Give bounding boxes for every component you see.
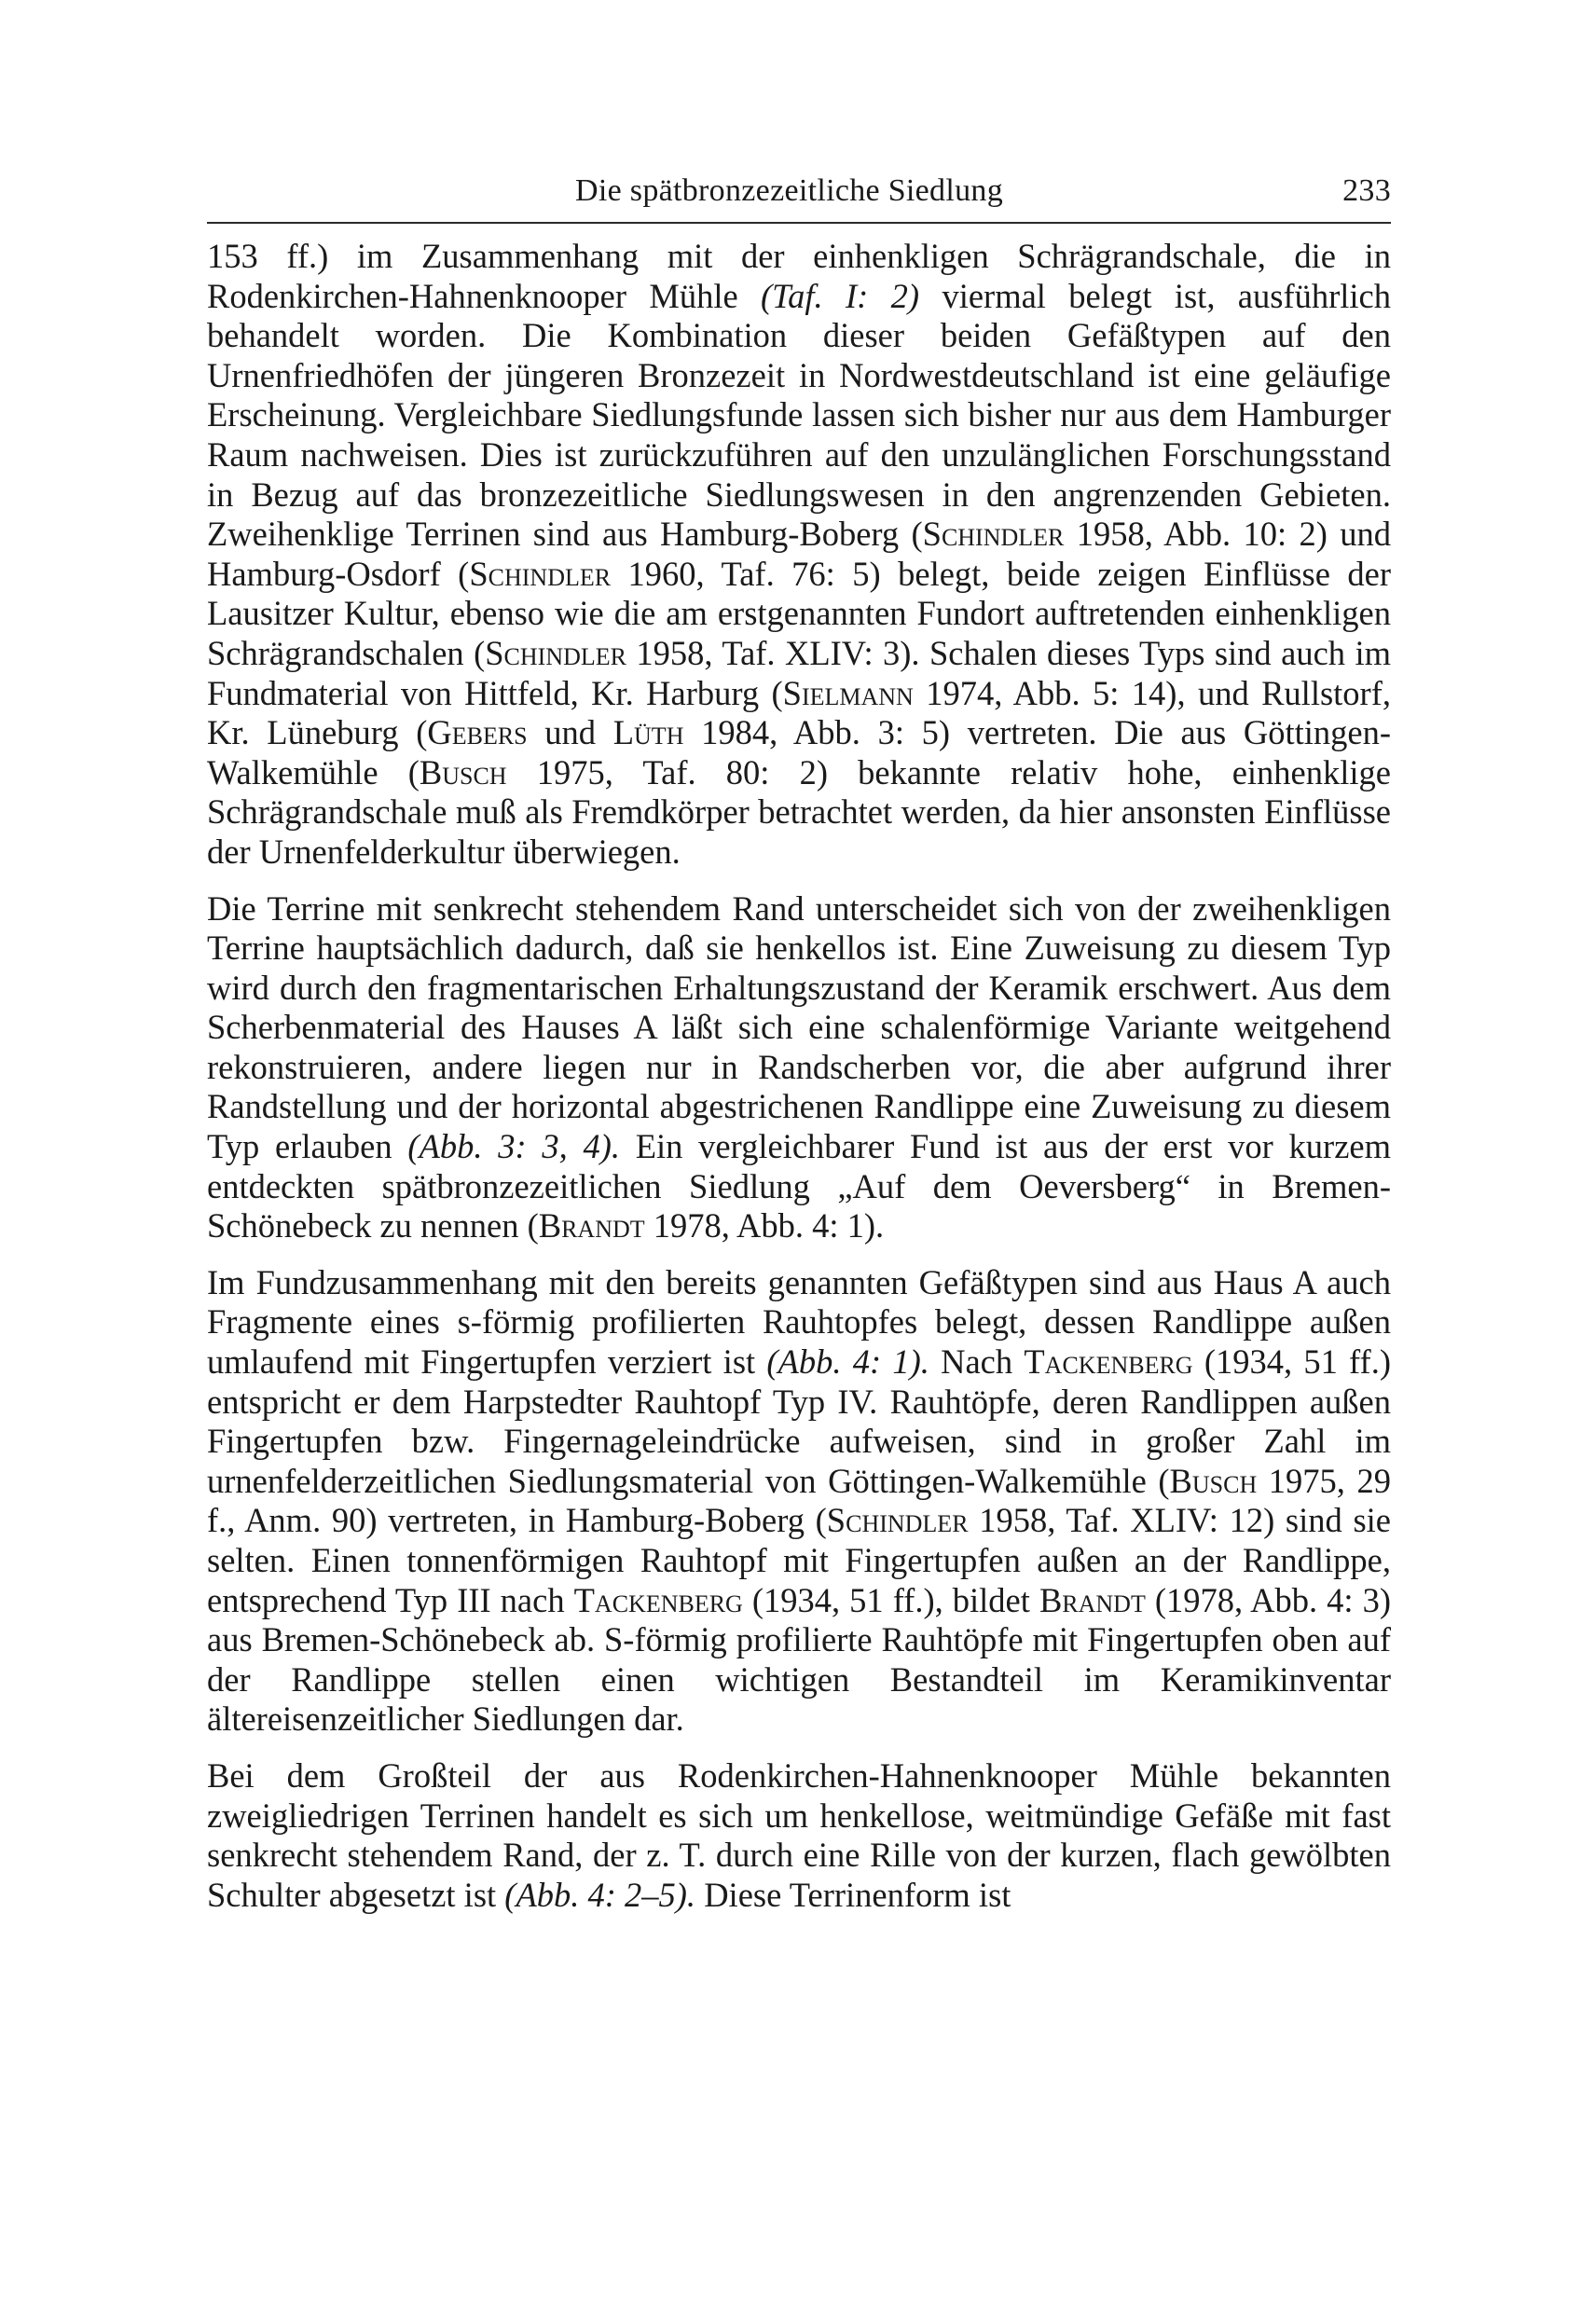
running-head-title: Die spätbronzezeitliche Siedlung bbox=[575, 173, 1004, 208]
text-run: 1975, Taf. 80: 2) bekannte relativ hohe, einhenklige Schrägrandschale muß als Fremdkörper betrachtet werden, da hier ansonsten Einflüsse der Urnenfelderkultur überwiegen. bbox=[207, 752, 1391, 871]
text-run: und bbox=[527, 713, 613, 752]
text-run: (1934, 51 ff.), bildet bbox=[742, 1580, 1039, 1619]
text-run: 1958, Taf. XLIV: 12) sind sie selten. Einen tonnenförmigen Rauhtopf mit Fingertupfen außen an der Randlippe, entsprechend Typ III nach bbox=[207, 1501, 1391, 1619]
text-run: (1978, Abb. 4: 3) aus Bremen-Schönebeck ab. S-förmig profilierte Rauhtöpfe mit Fingertupfen oben auf der Randlippe stellen einen wichtigen Bestandteil im Keramikinventar ältereisenzeitlicher Siedlungen dar. bbox=[207, 1580, 1392, 1739]
paragraph-2 bbox=[207, 889, 1391, 1246]
author-name: Gebers bbox=[427, 713, 528, 752]
figure-reference: (Abb. 3: 3, 4). bbox=[407, 1127, 620, 1166]
page bbox=[207, 168, 1391, 1932]
author-name: Schindler bbox=[826, 1501, 969, 1540]
header-rule bbox=[207, 222, 1391, 224]
author-name: Lüth bbox=[612, 713, 684, 752]
author-name: Sielmann bbox=[782, 673, 914, 712]
paragraph-4 bbox=[207, 1756, 1391, 1915]
author-name: Schindler bbox=[469, 554, 612, 593]
author-name: Schindler bbox=[485, 633, 626, 672]
text-run: Die Terrine mit senkrecht stehendem Rand unterscheidet sich von der zweihenkligen Terrine hauptsächlich dadurch, daß sie henkellos ist. Eine Zuweisung zu diesem Typ wird durch den fragmentarischen Erhaltungszustand der Keramik erschwert. Aus dem Scherbenmaterial des Hauses A läßt sich eine schalenförmige Variante weitgehend rekonstruieren, andere liegen nur in Randscherben vor, die aber aufgrund ihrer Randstellung und der horizontal abgestrichenen Randlippe eine Zuweisung zu diesem Typ erlauben bbox=[207, 888, 1391, 1166]
figure-reference: (Abb. 4: 2–5). bbox=[504, 1875, 696, 1914]
author-name: Brandt bbox=[538, 1206, 645, 1245]
page-number: 233 bbox=[1342, 173, 1391, 208]
text-run: Im Fundzusammenhang mit den bereits genannten Gefäßtypen sind aus Haus A auch Fragmente eines s-förmig profilierten Rauhtopfes belegt, dessen Randlippe außen umlaufend mit Fingertupfen verziert ist bbox=[207, 1262, 1391, 1382]
text-run: Bei dem Großteil der aus Rodenkirchen-Hahnenknooper Mühle bekannten zweigliedrigen Terrinen handelt es sich um henkellose, weitmündige Gefäße mit fast senkrecht stehendem Rand, der z. T. durch eine Rille von der kurzen, flach gewölbten Schulter abgesetzt ist bbox=[207, 1755, 1391, 1914]
paragraph-1 bbox=[207, 237, 1391, 873]
text-run: 1974, Abb. 5: 14), und Rullstorf, Kr. Lüneburg ( bbox=[207, 673, 1391, 752]
author-name: Busch bbox=[419, 752, 507, 791]
text-run: viermal belegt ist, ausführlich behandelt worden. Die Kombination dieser beiden Gefäßtypen auf den Urnenfriedhöfen der jüngeren Bronzezeit in Nordwestdeutschland ist eine geläufige Erscheinung. Vergleichbare Siedlungsfunde lassen sich bisher nur aus dem Hamburger Raum nachweisen. Dies ist zurückzuführen auf den unzulänglichen Forschungsstand in Bezug auf das bronzezeitliche Siedlungswesen in den angrenzenden Gebieten. Zweihenklige Terrinen sind aus Hamburg-Boberg ( bbox=[207, 276, 1391, 554]
author-name: Tackenberg bbox=[1024, 1342, 1193, 1382]
text-run: 1978, Abb. 4: 1). bbox=[644, 1206, 885, 1245]
figure-reference: (Abb. 4: 1). bbox=[766, 1342, 929, 1382]
text-run: 1960, Taf. 76: 5) belegt, beide zeigen Einflüsse der Lausitzer Kultur, ebenso wie die am erstgenannten Fundort auftretenden einhenkligen Schrägrandschalen ( bbox=[207, 554, 1391, 672]
text-run: 1958, Taf. XLIV: 3). Schalen dieses Typs sind auch im Fundmaterial von Hittfeld, Kr. Harburg ( bbox=[207, 633, 1391, 712]
author-name: Busch bbox=[1169, 1461, 1258, 1500]
running-head bbox=[207, 168, 1391, 222]
text-run: 153 ff.) im Zusammenhang mit der einhenkligen Schrägrandschale, die in Rodenkirchen-Hahnenknooper Mühle bbox=[207, 237, 1391, 315]
text-run: Diese Terrinenform ist bbox=[695, 1875, 1011, 1914]
text-run: Nach bbox=[929, 1342, 1025, 1382]
paragraph-3 bbox=[207, 1263, 1391, 1740]
text-run: 1975, 29 f., Anm. 90) vertreten, in Hamburg-Boberg ( bbox=[207, 1461, 1391, 1540]
text-run: Ein vergleichbarer Fund ist aus der erst vor kurzem entdeckten spätbronzezeitlichen Siedlung „Auf dem Oeversberg“ in Bremen-Schönebeck zu nennen ( bbox=[207, 1127, 1391, 1245]
body-text bbox=[207, 237, 1391, 1915]
text-run: 1984, Abb. 3: 5) vertreten. Die aus Göttingen-Walkemühle ( bbox=[207, 713, 1392, 791]
text-run: (1934, 51 ff.) entspricht er dem Harpstedter Rauhtopf Typ IV. Rauhtöpfe, deren Randlippen außen Fingertupfen bzw. Fingernageleindrücke aufweisen, sind in großer Zahl im urnenfelderzeitlichen Siedlungsmaterial von Göttingen-Walkemühle ( bbox=[207, 1342, 1391, 1500]
author-name: Tackenberg bbox=[573, 1580, 743, 1619]
text-run: 1958, Abb. 10: 2) und Hamburg-Osdorf ( bbox=[207, 515, 1391, 593]
figure-reference: (Taf. I: 2) bbox=[761, 276, 920, 315]
author-name: Brandt bbox=[1039, 1580, 1146, 1619]
author-name: Schindler bbox=[922, 515, 1065, 554]
